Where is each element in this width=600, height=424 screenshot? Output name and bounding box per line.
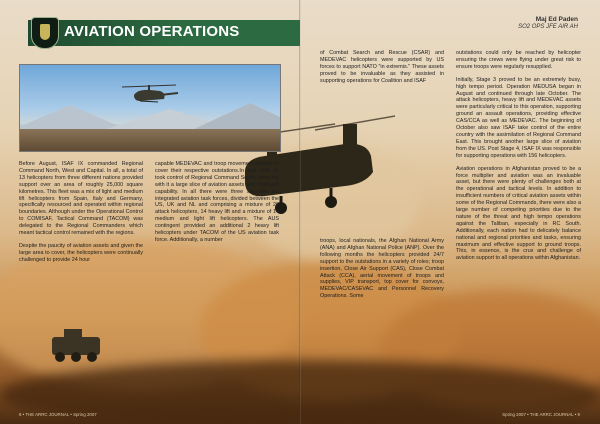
- paragraph: Initially, Stage 3 proved to be an extremely busy, high tempo period. Operation MEDUSA began in August and continued through late October. The attack helicopters, heavy lift and MEDEVAC assets were particularly critical to this operation, supporting ground an assault operations, providing effective CAS/CCA as well as MEDEVAC. The beginning of October also saw ISAF take control of the entire country with the assimilation of Regional Command East. This brought another large slice of aviation from the US. Post Stage 4, ISAF IX was responsible for supporting operations with 156 helicopters.: [456, 76, 581, 159]
- apache-photo: [19, 64, 281, 152]
- paragraph: Before August, ISAF IX commanded Regional Command North, West and Capital. In all, a total of 13 helicopters from three different nations provided support over an area of roughly 25,000 square kilometres. This fleet was a mix of light and medium lift helicopters from Spain, Italy and Germany, specifically resourced and operated within regional boundaries. Although under the Operational Control to COMISAF, Tactical Command (TACOM) was delegated to the Regional Commanders which meant tactical control remained with the regions.: [19, 161, 143, 237]
- paragraph: of Combat Search and Rescue (CSAR) and MEDEVAC helicopters were supported by US forces to support NATO "in extremis." These assets proved to be invaluable as they assisted in supporting operations for Coalition and ISAF: [320, 50, 444, 84]
- armored-vehicle-icon: [46, 325, 106, 365]
- author-name: Maj Ed Paden: [535, 16, 578, 23]
- column-3-bottom: [320, 238, 444, 306]
- footer-left: 8 • THE ARRC JOURNAL • Spring 2007: [19, 412, 97, 417]
- author-role: SO2 OPS JFE AIR AH: [518, 24, 578, 30]
- title-banner-tail: [288, 20, 300, 46]
- paragraph: troops, local nationals, the Afghan National Army (ANA) and Afghan National Police (ANP). Over the following months the helicopters provided 24/7 support to the outstations in a variety of roles; troop insertion, Close Air Support (CAS), Close Combat Attack (CCA), aerial movement of troops and supplies, VIP transport, top cover for convoys, MEDEVAC/CASEVAC and Personnel Recovery Operations. Some: [320, 238, 444, 300]
- shield-icon: [31, 17, 59, 49]
- paragraph: outstations could only be reached by helicopter ensuring the crews were flying under great risk to ensure troops were regularly resupplied.: [456, 50, 581, 70]
- column-1: [19, 161, 143, 270]
- column-4: [456, 50, 581, 268]
- paragraph: Despite the paucity of aviation assets and given the large area to cover, the helicopters were continually challenged to provide 24 hour: [19, 242, 143, 263]
- column-2: [155, 161, 279, 250]
- paragraph: capable MEDEVAC and troop movement support to cover their respective outstations.In July ISAF IX took control of Regional Command South, bring-ing with it a large slice of aviation assets and improved capability. In all there were three separate but integrated aviation task forces, divided between the US, UK and NL and comprising a mixture of 20 attack helicopters, 14 heavy lift and a mixture of 14 medium and light lift helicopters. The AUS contingent provided an additional 2 heavy lift helicopters under TACOM of the US aviation task force. Additionally, a number: [155, 161, 279, 243]
- apache-helicopter-icon: [120, 81, 180, 111]
- column-3-top: [320, 50, 444, 91]
- footer-right: Spring 2007 • THE ARRC JOURNAL • 9: [502, 412, 580, 417]
- page-spine: [299, 0, 301, 424]
- paragraph: Aviation operations in Afghanistan proved to be a force multiplier and aviation was an invaluable asset, but there were plenty of challenges both at the operational and tactical levels. In addition to insufficient numbers of critical aviation assets within some of the Regional Commands, there were also a large number of competing priorities due to the nature of the threat and high tempo operations against the Taliban, especially in RC South. Additionally, each nation had to delicately balance national and regional priorities and tasks, ensuring maximum and effective support to ground troops. This, in essence, is the crux and challenge of aviation support to all operations within Afghanistan.: [456, 165, 581, 262]
- page-title: AVIATION OPERATIONS: [64, 23, 240, 40]
